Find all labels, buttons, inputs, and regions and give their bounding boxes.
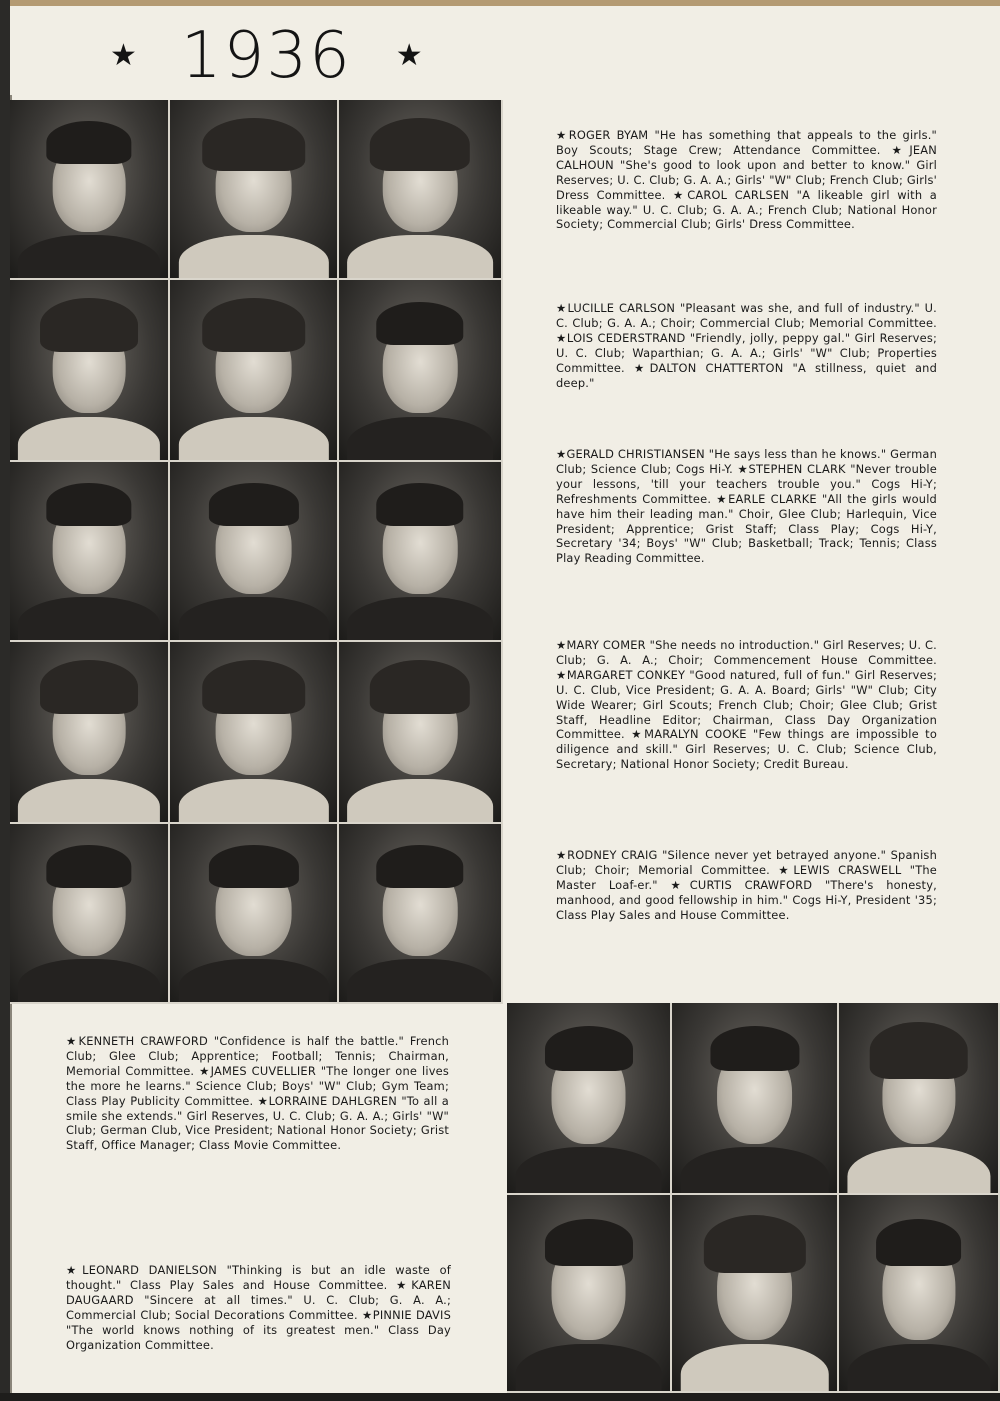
star-icon: ★ xyxy=(395,38,423,73)
senior-caption-block: ★RODNEY CRAIG "Silence never yet betrayed anyone." Spanish Club; Choir; Memorial Committee. ★LEWIS CRASWELL "The Master Loaf-er." ★CURTIS CRAWFORD "There's honesty, manhood, and good fellowship in him." Cogs Hi-Y, President '35; Class Play Sales and House Committee. xyxy=(556,848,937,922)
student-photo xyxy=(170,280,339,462)
student-photo xyxy=(170,100,339,280)
top-edge xyxy=(0,0,1000,6)
senior-caption-block: ★ROGER BYAM "He has something that appeals to the girls." Boy Scouts; Stage Crew; Attendance Committee. ★JEAN CALHOUN "She's good to look upon and better to know." Girl Reserves; U. C. Club; G. A. A.; Girls' "W" Club; French Club; Girls' Dress Committee. ★CAROL CARLSEN "A likeable girl with a likeable way." U. C. Club; G. A. A.; French Club; National Honor Society; Commercial Club; Girls' Dress Committee. xyxy=(556,128,937,232)
student-photo xyxy=(10,824,170,1004)
student-photo xyxy=(339,642,503,824)
binding-edge xyxy=(0,0,10,1401)
student-photo xyxy=(507,1003,672,1195)
senior-caption-block: ★GERALD CHRISTIANSEN "He says less than he knows." German Club; Science Club; Cogs Hi-Y. ★STEPHEN CLARK "Never trouble your lessons, 'till your teachers trouble you." Cogs Hi-Y; Refreshments Committee. ★EARLE CLARKE "All the girls would have him their leading man." Choir, Glee Club; Harlequin, Vice President; Apprentice; Grist Staff; Class Play; Cogs Hi-Y, Secretary '34; Boys' "W" Club; Basketball; Track; Tennis; Class Play Reading Committee. xyxy=(556,447,937,566)
student-photo xyxy=(339,280,503,462)
student-photo xyxy=(170,642,339,824)
student-photo xyxy=(507,1195,672,1393)
page-title-year: 1936 xyxy=(180,19,352,93)
senior-caption-block: ★LEONARD DANIELSON "Thinking is but an idle waste of thought." Class Play Sales and House Committee. ★KAREN DAUGAARD "Sincere at all times." U. C. Club; G. A. A.; Commercial Club; Social Decorations Committee. ★PINNIE DAVIS "The world knows nothing of its greatest men." Class Day Organization Committee. xyxy=(66,1263,451,1352)
student-photo xyxy=(672,1195,839,1393)
student-photo xyxy=(672,1003,839,1195)
page-header xyxy=(110,20,430,92)
student-photo xyxy=(10,462,170,642)
bottom-edge xyxy=(0,1393,1000,1401)
senior-caption-block: ★MARY COMER "She needs no introduction." Girl Reserves; U. C. Club; G. A. A.; Choir; Commencement House Committee. ★MARGARET CONKEY "Good natured, full of fun." Girl Reserves; U. C. Club, Vice President; G. A. A. Board; Girls' "W" Club; City Wide Wearer; Girl Scouts; French Club; Choir; Glee Club; Grist Staff, Headline Editor; Chairman, Class Day Organization Committee. ★MARALYN COOKE "Few things are impossible to diligence and skill." Girl Reserves; U. C. Club; Science Club, Secretary; National Honor Society; Credit Bureau. xyxy=(556,638,937,772)
student-photo xyxy=(10,280,170,462)
student-photo xyxy=(10,100,170,280)
student-photo xyxy=(170,462,339,642)
student-photo xyxy=(839,1003,1000,1195)
star-icon: ★ xyxy=(110,38,137,73)
senior-caption-block: ★KENNETH CRAWFORD "Confidence is half the battle." French Club; Glee Club; Apprentice; Football; Tennis; Chairman, Memorial Committee. ★JAMES CUVELLIER "The longer one lives the more he learns." Science Club; Boys' "W" Club; Gym Team; Class Play Publicity Committee. ★LORRAINE DAHLGREN "To all a smile she extends." Girl Reserves, U. C. Club; G. A. A.; Girls' "W" Club; German Club, Vice President; National Honor Society; Grist Staff, Office Manager; Class Movie Committee. xyxy=(66,1034,449,1153)
student-photo xyxy=(339,100,503,280)
student-photo xyxy=(339,824,503,1004)
student-photo xyxy=(839,1195,1000,1393)
senior-caption-block: ★LUCILLE CARLSON "Pleasant was she, and full of industry." U. C. Club; G. A. A.; Choir; Commercial Club; Memorial Committee. ★LOIS CEDERSTRAND "Friendly, jolly, peppy gal." Girl Reserves; U. C. Club; Waparthian; G. A. A.; Girls' "W" Club; Properties Committee. ★DALTON CHATTERTON "A stillness, quiet and deep." xyxy=(556,301,937,390)
student-photo xyxy=(10,642,170,824)
student-photo xyxy=(170,824,339,1004)
student-photo xyxy=(339,462,503,642)
